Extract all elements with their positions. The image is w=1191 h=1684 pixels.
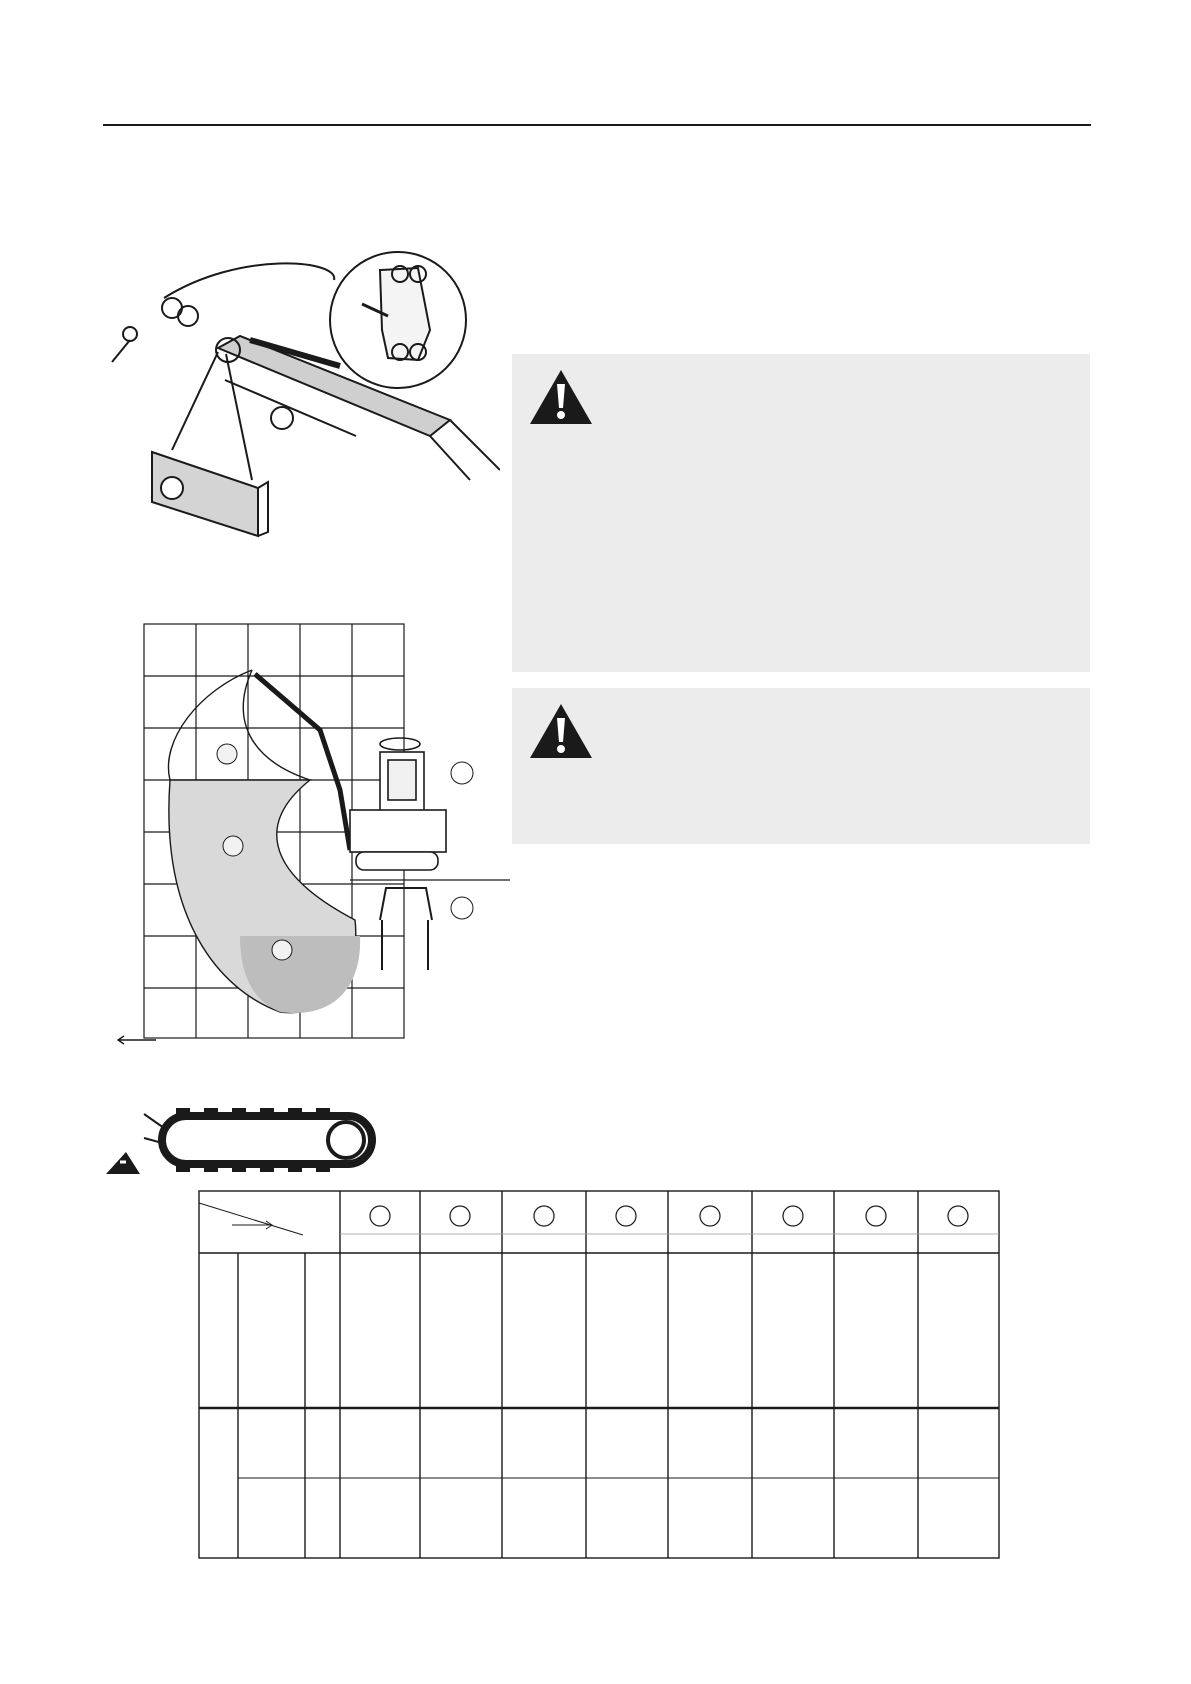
warning-box-1 — [512, 354, 1090, 672]
warning-triangle-icon — [528, 368, 594, 426]
warning-box-2 — [512, 688, 1090, 844]
rubber-track-icon — [104, 1104, 384, 1176]
header-rule — [103, 124, 1091, 126]
specification-table — [198, 1190, 1006, 1560]
lifting-diagram — [100, 240, 500, 580]
working-range-diagram — [110, 620, 510, 1050]
warning-triangle-icon — [528, 702, 594, 760]
rotation-circle-icons — [370, 1206, 968, 1226]
